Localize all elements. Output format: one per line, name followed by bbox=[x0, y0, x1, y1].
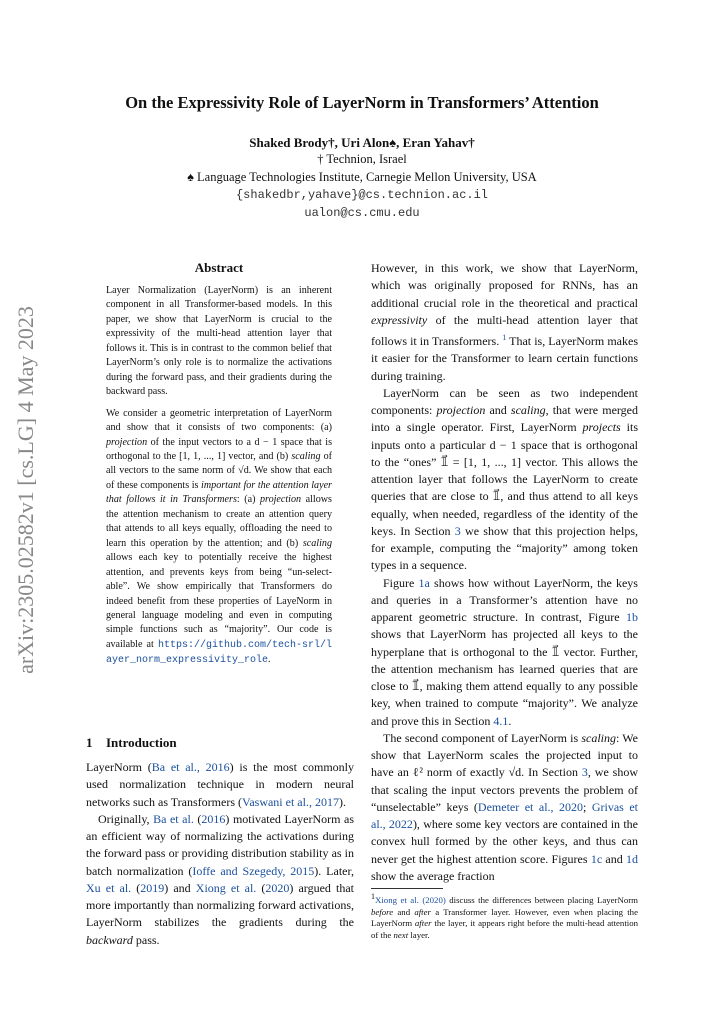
email-cmu[interactable]: ualon@cs.cmu.edu bbox=[304, 206, 420, 220]
citation-xu[interactable]: Xu et al. bbox=[86, 880, 132, 895]
ref-section-3b[interactable]: 3 bbox=[581, 765, 588, 780]
introduction-body bbox=[86, 759, 354, 949]
section-heading-introduction: 1 Introduction bbox=[86, 735, 177, 750]
citation-ba-2016[interactable]: Ba et al., 2016 bbox=[151, 760, 230, 774]
citation-xiong-year[interactable]: 2020 bbox=[265, 880, 290, 895]
code-repository-link[interactable]: https://github.com/tech-srl/layer_norm_expressivity_role bbox=[106, 639, 332, 667]
intro-paragraph-2: Originally, Ba et al. (2016) motivated LayerNorm as an efficient way of normalizing the activations during the forward pass or providing distribution stability as in batch normalization (Ioffe and Szegedy, 2015). Later, Xu et al. (2019) and Xiong et al. (2020) argued that more importantly than normalizing forward activations, LayerNorm stabilizes the gradients during the backward pass. bbox=[86, 811, 354, 947]
ref-section-4-1[interactable]: 4.1 bbox=[493, 713, 509, 728]
affiliation-cmu-text: Language Technologies Institute, Carnegie Mellon University, USA bbox=[197, 170, 537, 184]
citation-grivas-2022[interactable]: Grivas et al., 2022 bbox=[371, 799, 638, 831]
ref-figure-1d[interactable]: 1d bbox=[626, 851, 638, 866]
ref-figure-1c[interactable]: 1c bbox=[590, 851, 603, 866]
citation-ba-year[interactable]: 2016 bbox=[201, 811, 226, 826]
affiliation-cmu bbox=[60, 170, 664, 185]
abstract-heading: Abstract bbox=[194, 260, 244, 275]
right-paragraph-3: Figure 1a shows how without LayerNorm, the keys and queries in a Transformer’s attention have no apparent geometric structure. In contrast, Figure 1b shows that LayerNorm has projected all keys to the hyperplane that is orthogonal to the 𝟙⃗ vector. Further, the attention mechanism has learned queries that are close to 𝟙⃗, making them attend equally to any possible key, when trained to compute “majority”. We analyze and prove this in Section 4.1. bbox=[371, 575, 638, 728]
abstract-body bbox=[106, 284, 332, 669]
abstract-paragraph-2: We consider a geometric interpretation of LayerNorm and show that it consists of two components: (a) projection of the input vectors to a d − 1 space that is orthogonal to the [1, 1, ..., 1] vector, and (b) scaling of all vectors to the same norm of √d. We show that each of these components is important for the attention layer that follows it in Transformers: (a) projection allows the attention mechanism to create an attention query that attends to all keys equally, offloading the need to learn this operation by the attention; and (b) scaling allows each key to potentially receive the highest attention, and prevents keys from being “un-select-able”. We show empirically that Transformers do indeed benefit from these properties of LayeNorm in general language modeling and even in computing simple functions such as “majority”. Our code is available at https://github.com/tech-srl/layer_norm_expressivity_role. bbox=[106, 407, 332, 667]
citation-demeter-2020[interactable]: Demeter et al., 2020 bbox=[477, 799, 584, 814]
right-paragraph-4: The second component of LayerNorm is scaling: We show that LayerNorm scales the projected input to have an ℓ² norm of exactly √d. In Section 3, we show that scaling the input vectors prevents the problem of “unselectable” keys (Demeter et al., 2020; Grivas et al., 2022), where some key vectors are contained in the convex hull formed by the other keys, and thus can never get the highest attention score. Figures 1c and 1d show the average fraction bbox=[371, 730, 639, 883]
footnote: 1Xiong et al. (2020) discuss the differences between placing LayerNorm before and after a Transformer layer. However, even when placing the LayerNorm after the layer, it appears right before the multi-head attention of the next layer. bbox=[371, 892, 638, 940]
citation-xu-year[interactable]: 2019 bbox=[140, 880, 165, 895]
footnote-citation-xiong[interactable]: Xiong et al. (2020) bbox=[375, 894, 446, 905]
abstract-paragraph-1: Layer Normalization (LayerNorm) is an inherent component in all Transformer-based models. In this paper, we show that LayerNorm is crucial to the expressivity of the multi-head attention layer that follows it. This is in contrast to the common belief that LayerNorm’s only role is to normalize the activations during the forward pass, and their gradients during the backward pass. bbox=[106, 285, 332, 398]
paper-title: On the Expressivity Role of LayerNorm in Transformers’ Attention bbox=[125, 93, 599, 112]
email-technion[interactable]: {shakedbr,yahave}@cs.technion.ac.il bbox=[235, 188, 489, 202]
right-column-body bbox=[371, 260, 638, 885]
spade-symbol: ♠ bbox=[187, 170, 194, 184]
ref-figure-1b[interactable]: 1b bbox=[626, 610, 638, 624]
citation-vaswani-2017[interactable]: Vaswani et al., 2017 bbox=[241, 794, 339, 809]
ref-section-3[interactable]: 3 bbox=[454, 523, 461, 538]
citation-ba[interactable]: Ba et al. bbox=[153, 811, 194, 826]
citation-xiong[interactable]: Xiong et al. bbox=[195, 880, 257, 895]
right-paragraph-2: LayerNorm can be seen as two independent components: projection and scaling, that were merged into a single operator. First, LayerNorm projects its inputs onto a particular d − 1 space that is orthogonal to the “ones” 𝟙⃗ = [1, 1, ..., 1] vector. This allows the attention layer that follows the LayerNorm to create queries that are close to 𝟙⃗, and thus attend to all keys equally, when needed, regardless of the identity of the keys. In Section 3 we show that this projection helps, for example, computing the “majority” among token types in a sequence. bbox=[371, 385, 639, 573]
affiliation-technion: † Technion, Israel bbox=[317, 152, 407, 166]
right-paragraph-1: However, in this work, we show that LayerNorm, which was originally proposed for RNNs, has an additional crucial role in the theoretical and practical expressivity of the multi-head attention layer that follows it in Transformers. $^1$ That is, LayerNorm makes it easier for the Transformer to learn certain functions during training. bbox=[371, 261, 638, 383]
author-list: Shaked Brody†, Uri Alon♠, Eran Yahav† bbox=[249, 135, 475, 150]
arxiv-identifier: arXiv:2305.02582v1 [cs.LG] 4 May 2023 bbox=[13, 306, 38, 674]
citation-ioffe-2015[interactable]: Ioffe and Szegedy, 2015 bbox=[192, 863, 315, 878]
ref-figure-1a[interactable]: 1a bbox=[418, 575, 430, 590]
footnote-rule bbox=[371, 888, 443, 889]
intro-paragraph-1: LayerNorm (Ba et al., 2016) is the most commonly used normalization technique in modern neural networks such as Transformers (Vaswani et al., 2017). bbox=[86, 760, 354, 809]
footnote-marker[interactable]: 1 bbox=[502, 333, 507, 342]
